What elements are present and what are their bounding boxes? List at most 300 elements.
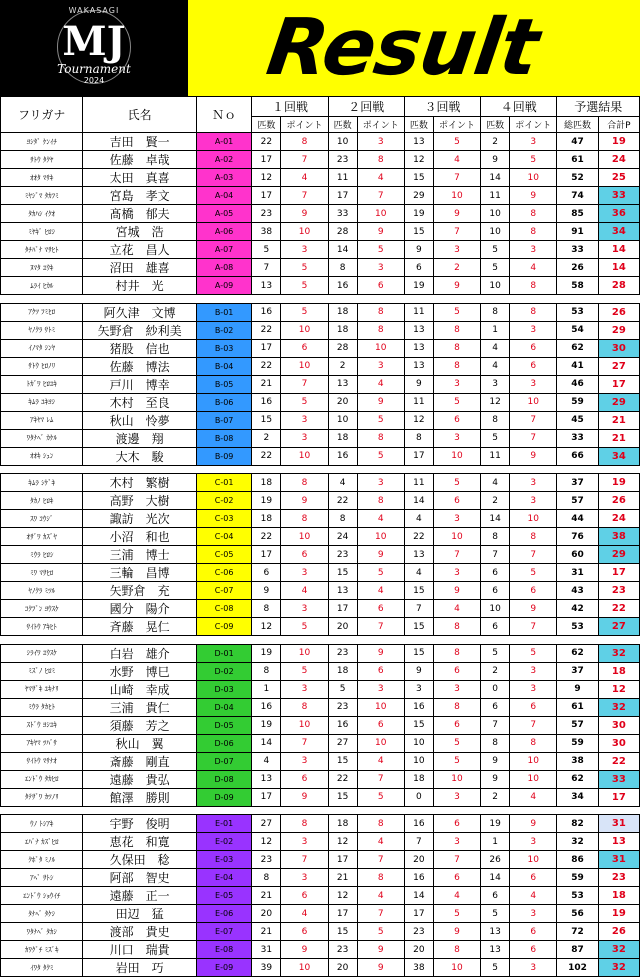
- round-point-cell: 8: [357, 303, 404, 321]
- round-fish-cell: 6: [481, 698, 510, 716]
- furigana-cell: ｻﾄｳ ﾋﾛﾉﾘ: [1, 357, 83, 375]
- total-point-cell: 17: [598, 564, 639, 582]
- round-fish-cell: 27: [252, 815, 281, 833]
- separator-cell: [1, 806, 640, 815]
- round-point-cell: 8: [433, 357, 480, 375]
- round-fish-cell: 19: [481, 815, 510, 833]
- total-fish-cell: 102: [557, 959, 598, 977]
- col-r1-point: ポイント: [281, 117, 328, 133]
- round-point-cell: 10: [510, 510, 557, 528]
- round-point-cell: 6: [433, 869, 480, 887]
- round-fish-cell: 22: [252, 528, 281, 546]
- entry-number-cell: E-05: [196, 887, 252, 905]
- round-fish-cell: 12: [252, 618, 281, 636]
- round-fish-cell: 11: [404, 393, 433, 411]
- total-fish-cell: 9: [557, 680, 598, 698]
- total-point-cell: 33: [598, 770, 639, 788]
- round-point-cell: 10: [281, 959, 328, 977]
- col-furigana: フリガナ: [1, 97, 83, 133]
- total-fish-cell: 43: [557, 582, 598, 600]
- total-fish-cell: 44: [557, 510, 598, 528]
- page-header: [0, 0, 640, 96]
- entry-number-cell: D-02: [196, 662, 252, 680]
- round-fish-cell: 5: [481, 959, 510, 977]
- total-fish-cell: 32: [557, 833, 598, 851]
- round-fish-cell: 16: [328, 716, 357, 734]
- round-fish-cell: 27: [328, 734, 357, 752]
- round-fish-cell: 4: [481, 339, 510, 357]
- furigana-cell: ｼﾗｲﾜ ﾕｳｽｹ: [1, 644, 83, 662]
- entry-number-cell: B-03: [196, 339, 252, 357]
- logo-subtitle: Tournament: [57, 62, 131, 76]
- round-fish-cell: 23: [252, 851, 281, 869]
- total-point-cell: 19: [598, 474, 639, 492]
- furigana-cell: ﾖｼﾀﾞ ｹﾝｲﾁ: [1, 133, 83, 151]
- round-fish-cell: 16: [404, 815, 433, 833]
- name-cell: 宮島 孝文: [83, 187, 196, 205]
- total-fish-cell: 45: [557, 411, 598, 429]
- round-point-cell: 10: [433, 187, 480, 205]
- round-point-cell: 7: [510, 546, 557, 564]
- table-row: [1, 618, 640, 636]
- round-fish-cell: 13: [404, 546, 433, 564]
- round-fish-cell: 8: [404, 429, 433, 447]
- round-point-cell: 9: [433, 277, 480, 295]
- round-fish-cell: 13: [252, 770, 281, 788]
- table-row: [1, 959, 640, 977]
- entry-number-cell: B-06: [196, 393, 252, 411]
- table-row: [1, 447, 640, 465]
- total-point-cell: 24: [598, 151, 639, 169]
- name-cell: 遠藤 正一: [83, 887, 196, 905]
- round-point-cell: 4: [357, 582, 404, 600]
- round-point-cell: 8: [357, 321, 404, 339]
- round-point-cell: 7: [281, 375, 328, 393]
- table-row: [1, 393, 640, 411]
- name-cell: 渡部 貴史: [83, 923, 196, 941]
- entry-number-cell: C-03: [196, 510, 252, 528]
- entry-number-cell: B-05: [196, 375, 252, 393]
- round-point-cell: 8: [357, 151, 404, 169]
- round-point-cell: 5: [357, 923, 404, 941]
- total-point-cell: 26: [598, 303, 639, 321]
- entry-number-cell: A-02: [196, 151, 252, 169]
- round-point-cell: 8: [510, 303, 557, 321]
- furigana-cell: ｵｵﾀ ﾏｻｷ: [1, 169, 83, 187]
- round-point-cell: 5: [433, 393, 480, 411]
- round-fish-cell: 17: [252, 546, 281, 564]
- col-qualifying: 予選結果: [557, 97, 640, 117]
- round-point-cell: 5: [433, 303, 480, 321]
- round-point-cell: 8: [281, 474, 328, 492]
- round-fish-cell: 5: [481, 259, 510, 277]
- name-cell: 水野 博巳: [83, 662, 196, 680]
- round-fish-cell: 2: [481, 492, 510, 510]
- round-fish-cell: 13: [404, 357, 433, 375]
- round-point-cell: 5: [281, 277, 328, 295]
- round-point-cell: 3: [281, 411, 328, 429]
- entry-number-cell: A-05: [196, 205, 252, 223]
- round-point-cell: 6: [281, 546, 328, 564]
- name-cell: 阿久津 文博: [83, 303, 196, 321]
- table-row: [1, 851, 640, 869]
- total-fish-cell: 57: [557, 716, 598, 734]
- round-fish-cell: 9: [481, 752, 510, 770]
- name-cell: 小沼 和也: [83, 528, 196, 546]
- round-point-cell: 6: [281, 770, 328, 788]
- round-fish-cell: 22: [252, 357, 281, 375]
- round-fish-cell: 0: [481, 680, 510, 698]
- total-point-cell: 30: [598, 339, 639, 357]
- total-fish-cell: 61: [557, 151, 598, 169]
- round-point-cell: 10: [357, 528, 404, 546]
- round-point-cell: 6: [357, 716, 404, 734]
- round-fish-cell: 12: [481, 393, 510, 411]
- round-point-cell: 7: [510, 618, 557, 636]
- furigana-cell: ﾔﾉｸﾗ ﾐﾂﾙ: [1, 582, 83, 600]
- round-point-cell: 10: [357, 205, 404, 223]
- round-point-cell: 4: [357, 375, 404, 393]
- total-fish-cell: 41: [557, 357, 598, 375]
- table-row: [1, 941, 640, 959]
- round-point-cell: 6: [281, 923, 328, 941]
- table-row: [1, 788, 640, 806]
- round-point-cell: 4: [433, 887, 480, 905]
- round-point-cell: 8: [281, 510, 328, 528]
- round-point-cell: 10: [281, 528, 328, 546]
- name-cell: 須藤 芳之: [83, 716, 196, 734]
- round-point-cell: 6: [433, 492, 480, 510]
- furigana-cell: ﾔﾏｻﾞｷ ﾕｷﾅﾘ: [1, 680, 83, 698]
- round-point-cell: 7: [357, 770, 404, 788]
- col-total-fish: 総匹数: [557, 117, 598, 133]
- round-fish-cell: 12: [252, 833, 281, 851]
- entry-number-cell: E-07: [196, 923, 252, 941]
- round-point-cell: 8: [281, 698, 328, 716]
- round-point-cell: 4: [357, 752, 404, 770]
- round-fish-cell: 11: [404, 303, 433, 321]
- total-point-cell: 32: [598, 698, 639, 716]
- col-total-point: 合計P: [598, 117, 639, 133]
- round-fish-cell: 10: [481, 600, 510, 618]
- round-point-cell: 7: [433, 546, 480, 564]
- round-point-cell: 8: [433, 644, 480, 662]
- round-fish-cell: 11: [404, 474, 433, 492]
- total-fish-cell: 31: [557, 564, 598, 582]
- group-separator: [1, 295, 640, 304]
- round-point-cell: 5: [357, 447, 404, 465]
- table-row: [1, 815, 640, 833]
- round-fish-cell: 23: [328, 151, 357, 169]
- round-point-cell: 8: [281, 815, 328, 833]
- round-fish-cell: 18: [328, 429, 357, 447]
- round-point-cell: 9: [281, 941, 328, 959]
- round-fish-cell: 13: [252, 277, 281, 295]
- round-fish-cell: 11: [328, 169, 357, 187]
- furigana-cell: ﾄｶﾞﾜ ﾋﾛﾕｷ: [1, 375, 83, 393]
- entry-number-cell: D-04: [196, 698, 252, 716]
- round-fish-cell: 2: [481, 788, 510, 806]
- name-cell: 木村 繁樹: [83, 474, 196, 492]
- total-point-cell: 25: [598, 169, 639, 187]
- round-fish-cell: 23: [404, 923, 433, 941]
- round-fish-cell: 1: [252, 680, 281, 698]
- round-fish-cell: 26: [481, 851, 510, 869]
- round-fish-cell: 2: [252, 429, 281, 447]
- group-separator: [1, 806, 640, 815]
- entry-number-cell: C-09: [196, 618, 252, 636]
- round-point-cell: 5: [357, 564, 404, 582]
- table-row: [1, 223, 640, 241]
- round-fish-cell: 11: [481, 447, 510, 465]
- col-r3-fish: 匹数: [404, 117, 433, 133]
- total-fish-cell: 46: [557, 375, 598, 393]
- name-cell: 久保田 稔: [83, 851, 196, 869]
- round-fish-cell: 19: [252, 644, 281, 662]
- round-point-cell: 10: [433, 959, 480, 977]
- round-fish-cell: 18: [252, 474, 281, 492]
- table-row: [1, 429, 640, 447]
- name-cell: 木村 至良: [83, 393, 196, 411]
- round-fish-cell: 7: [404, 600, 433, 618]
- round-point-cell: 6: [433, 716, 480, 734]
- round-point-cell: 4: [357, 833, 404, 851]
- name-cell: 渡邊 翔: [83, 429, 196, 447]
- round-point-cell: 8: [510, 223, 557, 241]
- round-point-cell: 8: [357, 815, 404, 833]
- table-row: [1, 474, 640, 492]
- round-fish-cell: 5: [252, 241, 281, 259]
- round-point-cell: 5: [510, 151, 557, 169]
- round-point-cell: 10: [357, 734, 404, 752]
- total-fish-cell: 33: [557, 241, 598, 259]
- round-fish-cell: 17: [252, 339, 281, 357]
- total-fish-cell: 26: [557, 259, 598, 277]
- total-point-cell: 32: [598, 644, 639, 662]
- round-fish-cell: 19: [404, 205, 433, 223]
- separator-cell: [1, 465, 640, 474]
- furigana-cell: ｴﾝﾄﾞｳ ｼｮｳｲﾁ: [1, 887, 83, 905]
- round-point-cell: 7: [357, 905, 404, 923]
- round-point-cell: 6: [357, 662, 404, 680]
- total-point-cell: 19: [598, 905, 639, 923]
- name-cell: 高野 大樹: [83, 492, 196, 510]
- round-fish-cell: 24: [328, 528, 357, 546]
- round-fish-cell: 4: [404, 510, 433, 528]
- table-row: [1, 564, 640, 582]
- round-fish-cell: 17: [328, 600, 357, 618]
- round-point-cell: 7: [357, 618, 404, 636]
- round-point-cell: 6: [510, 698, 557, 716]
- round-fish-cell: 38: [404, 959, 433, 977]
- name-cell: 阿部 智史: [83, 869, 196, 887]
- round-fish-cell: 20: [404, 851, 433, 869]
- round-fish-cell: 18: [328, 662, 357, 680]
- round-point-cell: 7: [281, 151, 328, 169]
- round-fish-cell: 5: [481, 644, 510, 662]
- table-row: [1, 151, 640, 169]
- furigana-cell: ｻｲﾄｳ ﾏｻﾅｵ: [1, 752, 83, 770]
- table-row: [1, 869, 640, 887]
- round-fish-cell: 8: [328, 259, 357, 277]
- table-row: [1, 887, 640, 905]
- round-point-cell: 7: [433, 223, 480, 241]
- round-fish-cell: 14: [481, 169, 510, 187]
- entry-number-cell: B-01: [196, 303, 252, 321]
- round-point-cell: 9: [357, 644, 404, 662]
- round-fish-cell: 0: [404, 788, 433, 806]
- table-row: [1, 770, 640, 788]
- round-fish-cell: 19: [252, 492, 281, 510]
- round-fish-cell: 10: [481, 277, 510, 295]
- total-fish-cell: 58: [557, 277, 598, 295]
- round-point-cell: 3: [433, 833, 480, 851]
- total-fish-cell: 86: [557, 851, 598, 869]
- entry-number-cell: C-02: [196, 492, 252, 510]
- round-point-cell: 3: [510, 474, 557, 492]
- total-fish-cell: 72: [557, 923, 598, 941]
- entry-number-cell: E-02: [196, 833, 252, 851]
- col-round1: １回戦: [252, 97, 328, 117]
- furigana-cell: ｴﾊﾞﾅ ｶｽﾞﾋﾛ: [1, 833, 83, 851]
- total-point-cell: 28: [598, 277, 639, 295]
- entry-number-cell: A-04: [196, 187, 252, 205]
- round-point-cell: 10: [510, 393, 557, 411]
- entry-number-cell: E-06: [196, 905, 252, 923]
- name-cell: 斎藤 剛直: [83, 752, 196, 770]
- round-point-cell: 9: [510, 187, 557, 205]
- table-row: [1, 133, 640, 151]
- total-point-cell: 32: [598, 941, 639, 959]
- col-name: 氏名: [83, 97, 196, 133]
- round-fish-cell: 39: [252, 959, 281, 977]
- round-point-cell: 6: [433, 411, 480, 429]
- round-point-cell: 10: [281, 357, 328, 375]
- round-point-cell: 3: [433, 788, 480, 806]
- furigana-cell: ｻｲﾄｳ ｱｷﾋﾄ: [1, 618, 83, 636]
- table-row: [1, 662, 640, 680]
- total-point-cell: 13: [598, 833, 639, 851]
- round-point-cell: 8: [510, 734, 557, 752]
- round-point-cell: 10: [281, 716, 328, 734]
- total-fish-cell: 37: [557, 662, 598, 680]
- table-row: [1, 492, 640, 510]
- round-point-cell: 4: [510, 259, 557, 277]
- table-row: [1, 698, 640, 716]
- total-fish-cell: 66: [557, 447, 598, 465]
- round-fish-cell: 15: [328, 752, 357, 770]
- table-row: [1, 680, 640, 698]
- entry-number-cell: E-03: [196, 851, 252, 869]
- round-fish-cell: 8: [481, 734, 510, 752]
- round-fish-cell: 3: [481, 375, 510, 393]
- name-cell: 遠藤 貴弘: [83, 770, 196, 788]
- round-fish-cell: 7: [481, 546, 510, 564]
- round-fish-cell: 19: [252, 716, 281, 734]
- table-row: [1, 375, 640, 393]
- round-point-cell: 6: [510, 339, 557, 357]
- round-fish-cell: 5: [328, 680, 357, 698]
- total-fish-cell: 87: [557, 941, 598, 959]
- round-point-cell: 9: [510, 600, 557, 618]
- round-point-cell: 3: [281, 564, 328, 582]
- round-point-cell: 6: [433, 815, 480, 833]
- total-point-cell: 23: [598, 582, 639, 600]
- round-point-cell: 8: [433, 618, 480, 636]
- round-point-cell: 4: [357, 510, 404, 528]
- name-cell: 猪股 信也: [83, 339, 196, 357]
- round-fish-cell: 14: [252, 734, 281, 752]
- round-fish-cell: 13: [404, 321, 433, 339]
- round-point-cell: 5: [433, 905, 480, 923]
- round-fish-cell: 16: [252, 393, 281, 411]
- total-point-cell: 26: [598, 492, 639, 510]
- table-row: [1, 600, 640, 618]
- separator-cell: [1, 295, 640, 304]
- total-fish-cell: 59: [557, 393, 598, 411]
- round-fish-cell: 12: [404, 411, 433, 429]
- round-point-cell: 3: [357, 357, 404, 375]
- furigana-cell: ｺｸﾌﾞﾝ ﾖｳｽｹ: [1, 600, 83, 618]
- round-fish-cell: 23: [252, 205, 281, 223]
- entry-number-cell: E-04: [196, 869, 252, 887]
- round-fish-cell: 10: [328, 133, 357, 151]
- round-fish-cell: 6: [481, 618, 510, 636]
- furigana-cell: ｶﾜｸﾞﾁ ﾐｽﾞｷ: [1, 941, 83, 959]
- total-point-cell: 29: [598, 393, 639, 411]
- name-cell: 村井 光: [83, 277, 196, 295]
- round-fish-cell: 21: [328, 869, 357, 887]
- round-point-cell: 3: [510, 662, 557, 680]
- round-point-cell: 6: [281, 339, 328, 357]
- total-fish-cell: 60: [557, 546, 598, 564]
- total-fish-cell: 42: [557, 600, 598, 618]
- round-point-cell: 9: [281, 492, 328, 510]
- name-cell: 矢野倉 紗利美: [83, 321, 196, 339]
- round-fish-cell: 31: [252, 941, 281, 959]
- round-fish-cell: 6: [404, 259, 433, 277]
- round-fish-cell: 8: [252, 600, 281, 618]
- round-point-cell: 3: [510, 375, 557, 393]
- group-separator: [1, 636, 640, 645]
- round-point-cell: 9: [357, 959, 404, 977]
- round-point-cell: 3: [510, 833, 557, 851]
- entry-number-cell: B-07: [196, 411, 252, 429]
- round-point-cell: 2: [433, 259, 480, 277]
- round-fish-cell: 17: [404, 447, 433, 465]
- round-fish-cell: 12: [404, 151, 433, 169]
- col-no: Ｎｏ: [196, 97, 252, 133]
- furigana-cell: ﾔﾉｸﾗ ｻﾄﾐ: [1, 321, 83, 339]
- total-point-cell: 36: [598, 205, 639, 223]
- total-point-cell: 14: [598, 241, 639, 259]
- tournament-logo: [0, 0, 188, 96]
- round-point-cell: 10: [281, 644, 328, 662]
- round-point-cell: 9: [357, 393, 404, 411]
- name-cell: 恵花 和寛: [83, 833, 196, 851]
- round-point-cell: 3: [281, 429, 328, 447]
- total-fish-cell: 59: [557, 869, 598, 887]
- round-fish-cell: 7: [252, 259, 281, 277]
- round-point-cell: 10: [433, 528, 480, 546]
- round-point-cell: 4: [281, 582, 328, 600]
- furigana-cell: ｱｷﾔﾏ ﾂﾊﾞｻ: [1, 734, 83, 752]
- round-fish-cell: 38: [252, 223, 281, 241]
- round-point-cell: 5: [281, 662, 328, 680]
- total-fish-cell: 62: [557, 644, 598, 662]
- furigana-cell: ｷﾑﾗ ﾕｷﾖｼ: [1, 393, 83, 411]
- entry-number-cell: B-09: [196, 447, 252, 465]
